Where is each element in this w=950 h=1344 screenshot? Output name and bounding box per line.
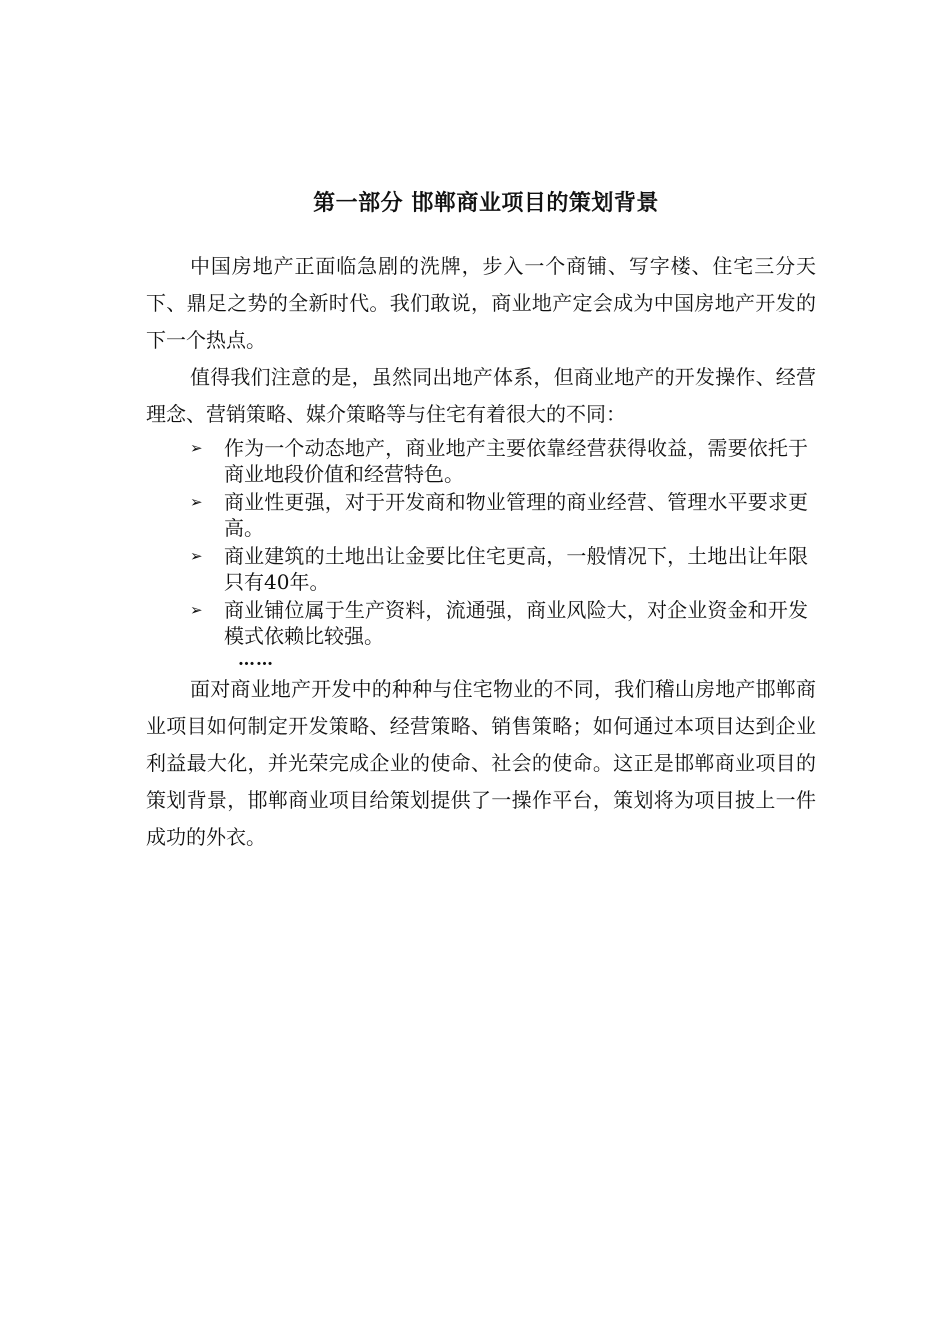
list-item <box>146 597 816 649</box>
intro-paragraph-2: 值得我们注意的是，虽然同出地产体系，但商业地产的开发操作、经营理念、营销策略、媒介策略等与住宅有着很大的不同： <box>146 365 816 426</box>
arrowhead-icon: ➢ <box>190 547 203 565</box>
arrowhead-icon: ➢ <box>190 493 203 511</box>
page-title: 第一部分 邯郸商业项目的策划背景 <box>313 191 659 216</box>
list-item <box>146 435 816 487</box>
list-item-text: 商业建筑的土地出让金要比住宅更高，一般情况下，土地出让年限只有40年。 <box>224 544 808 594</box>
list-item <box>146 543 816 595</box>
list-item-text: 作为一个动态地产，商业地产主要依靠经营获得收益，需要依托于商业地段价值和经营特色。 <box>224 436 808 486</box>
document-page <box>146 186 816 856</box>
arrowhead-icon: ➢ <box>190 601 203 619</box>
closing-paragraph: 面对商业地产开发中的种种与住宅物业的不同，我们稽山房地产邯郸商业项目如何制定开发策略、经营策略、销售策略；如何通过本项目达到企业利益最大化，并光荣完成企业的使命、社会的使命。这正是邯郸商业项目的策划背景，邯郸商业项目给策划提供了一操作平台，策划将为项目披上一件成功的外衣。 <box>146 677 816 849</box>
list-item <box>146 489 816 541</box>
intro-paragraph-1: 中国房地产正面临急剧的洗牌，步入一个商铺、写字楼、住宅三分天下、鼎足之势的全新时代。我们敢说，商业地产定会成为中国房地产开发的下一个热点。 <box>146 254 816 352</box>
arrowhead-icon: ➢ <box>190 439 203 457</box>
list-item-text: 商业性更强，对于开发商和物业管理的商业经营、管理水平要求更高。 <box>224 490 808 540</box>
list-ellipsis: …… <box>238 650 274 670</box>
list-item-text: 商业铺位属于生产资料，流通强，商业风险大，对企业资金和开发模式依赖比较强。 <box>224 598 808 648</box>
difference-list <box>146 435 816 649</box>
